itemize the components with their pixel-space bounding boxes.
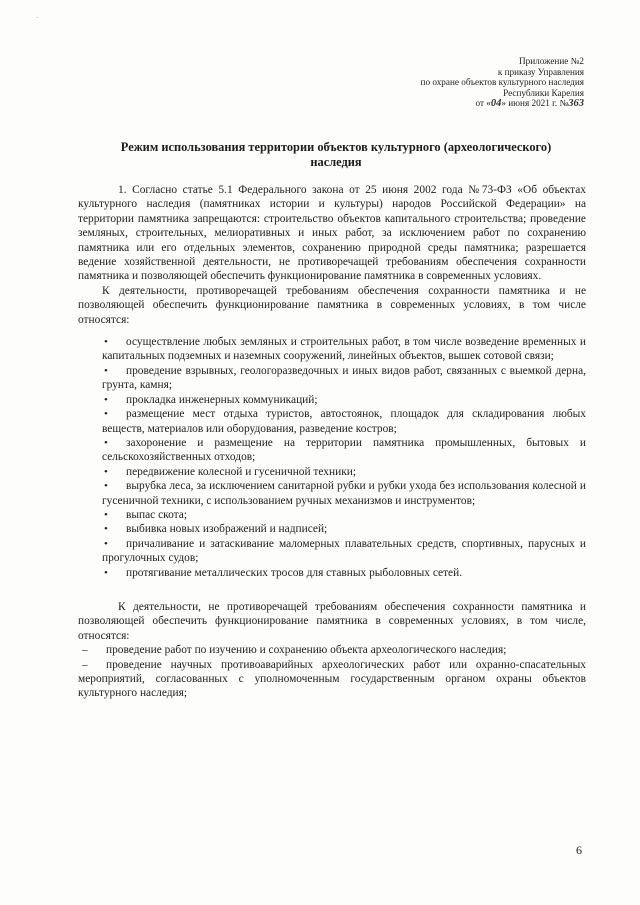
section-gap xyxy=(78,580,586,600)
date-prefix: от « xyxy=(475,98,491,109)
order-number-handwritten: 363 xyxy=(568,98,584,110)
bullet-icon: • xyxy=(104,465,108,478)
appendix-department: по охране объектов культурного наследия xyxy=(420,77,584,88)
appendix-number: Приложение №2 xyxy=(519,56,584,66)
list-item: • причаливание и затаскивание маломерных плавательных средств, спортивных, парусных и прогулочных судов; xyxy=(102,537,586,565)
bullet-icon: • xyxy=(104,480,108,493)
document-title: Режим использования территории объектов культурного (археологического) наследия xyxy=(120,140,552,169)
list-item: • протягивание металлических тросов для ставных рыболовных сетей. xyxy=(104,566,463,579)
bullet-icon: • xyxy=(104,537,108,550)
appendix-date-line xyxy=(344,98,584,110)
appendix-region: Республики Карелия xyxy=(503,87,584,98)
bullet-icon: • xyxy=(104,364,108,377)
list-item: • вырубка леса, за исключением санитарной рубки и рубки ухода без использования колесной и гусеничной техники, с использованием ручных механизмов и инструментов; xyxy=(102,480,586,507)
appendix-header xyxy=(344,56,584,110)
bullet-icon: • xyxy=(104,393,108,406)
list-item: • выбивка новых изображений и надписей; xyxy=(104,523,328,536)
bullet-icon: • xyxy=(104,566,108,579)
paragraph-prohibited-intro: К деятельности, противоречащей требованиям обеспечения сохранности памятника и не позволяющей обеспечить функционирование памятника в современных условиях, в том числе относятся: xyxy=(78,284,586,326)
corner-mark: · xyxy=(36,14,39,22)
allowed-list xyxy=(78,643,586,701)
list-item: – проведение научных противоаварийных археологических работ или охранно-спасательных мероприятий, согласованных с уполномоченным государственным органом охраны объектов культурного наследия; xyxy=(78,658,586,700)
document-body xyxy=(78,183,586,701)
bullet-icon: • xyxy=(104,336,108,349)
date-day-handwritten: 04 xyxy=(490,98,502,110)
list-item: • выпас скота; xyxy=(104,508,187,521)
paragraph-allowed-intro: К деятельности, не противоречащей требованиям обеспечения сохранности памятника и позволяющей обеспечить функционирование памятника в современных условиях, в том числе, относятся: xyxy=(78,600,586,642)
paragraph-law-reference: 1. Согласно статье 5.1 Федерального закона от 25 июня 2002 года №73-ФЗ «Об объектах культурного наследия (памятниках истории и культуры) народов Российской Федерации» на территории памятника запрещаются: строительство объектов капитального строительства; проведение земляных, строительных, мелиоративных и иных работ, за исключением работ по сохранению памятника или его отдельных элементов, сохранению природной среды памятника; разрешается ведение хозяйственной деятельности, не противоречащей требованиям обеспечения сохранности памятника и позволяющей обеспечить функционирование памятника в современных условиях. xyxy=(78,184,586,283)
prohibited-list xyxy=(102,335,586,580)
list-item: • осуществление любых земляных и строительных работ, в том числе возведение временных и капитальных подземных и наземных сооружений, линейных объектов, вышек сотовой связи; xyxy=(102,336,586,363)
bullet-icon: • xyxy=(104,523,108,536)
list-item: • размещение мест отдыха туристов, автостоянок, площадок для складирования любых веществ, материалов или оборудования, разведение костров; xyxy=(102,408,586,435)
page-number: 6 xyxy=(576,843,582,857)
dash-icon: – xyxy=(82,658,88,671)
appendix-order-ref: к приказу Управления xyxy=(497,66,584,77)
list-item: • прокладка инженерных коммуникаций; xyxy=(104,393,318,406)
dash-icon: – xyxy=(82,644,88,657)
bullet-icon: • xyxy=(104,408,108,421)
list-item: • захоронение и размещение на территории памятника промышленных, бытовых и сельскохозяйственных отходов; xyxy=(102,436,586,464)
list-item: • проведение взрывных, геологоразведочных и иных видов работ, связанных с выемкой дерна, грунта, камня; xyxy=(102,364,586,392)
bullet-icon: • xyxy=(104,436,108,449)
list-item: • передвижение колесной и гусеничной техники; xyxy=(104,465,356,478)
date-mid: » июня 2021 г. № xyxy=(501,98,569,109)
list-item: – проведение работ по изучению и сохранению объекта археологического наследия; xyxy=(82,644,507,657)
bullet-icon: • xyxy=(104,508,108,521)
